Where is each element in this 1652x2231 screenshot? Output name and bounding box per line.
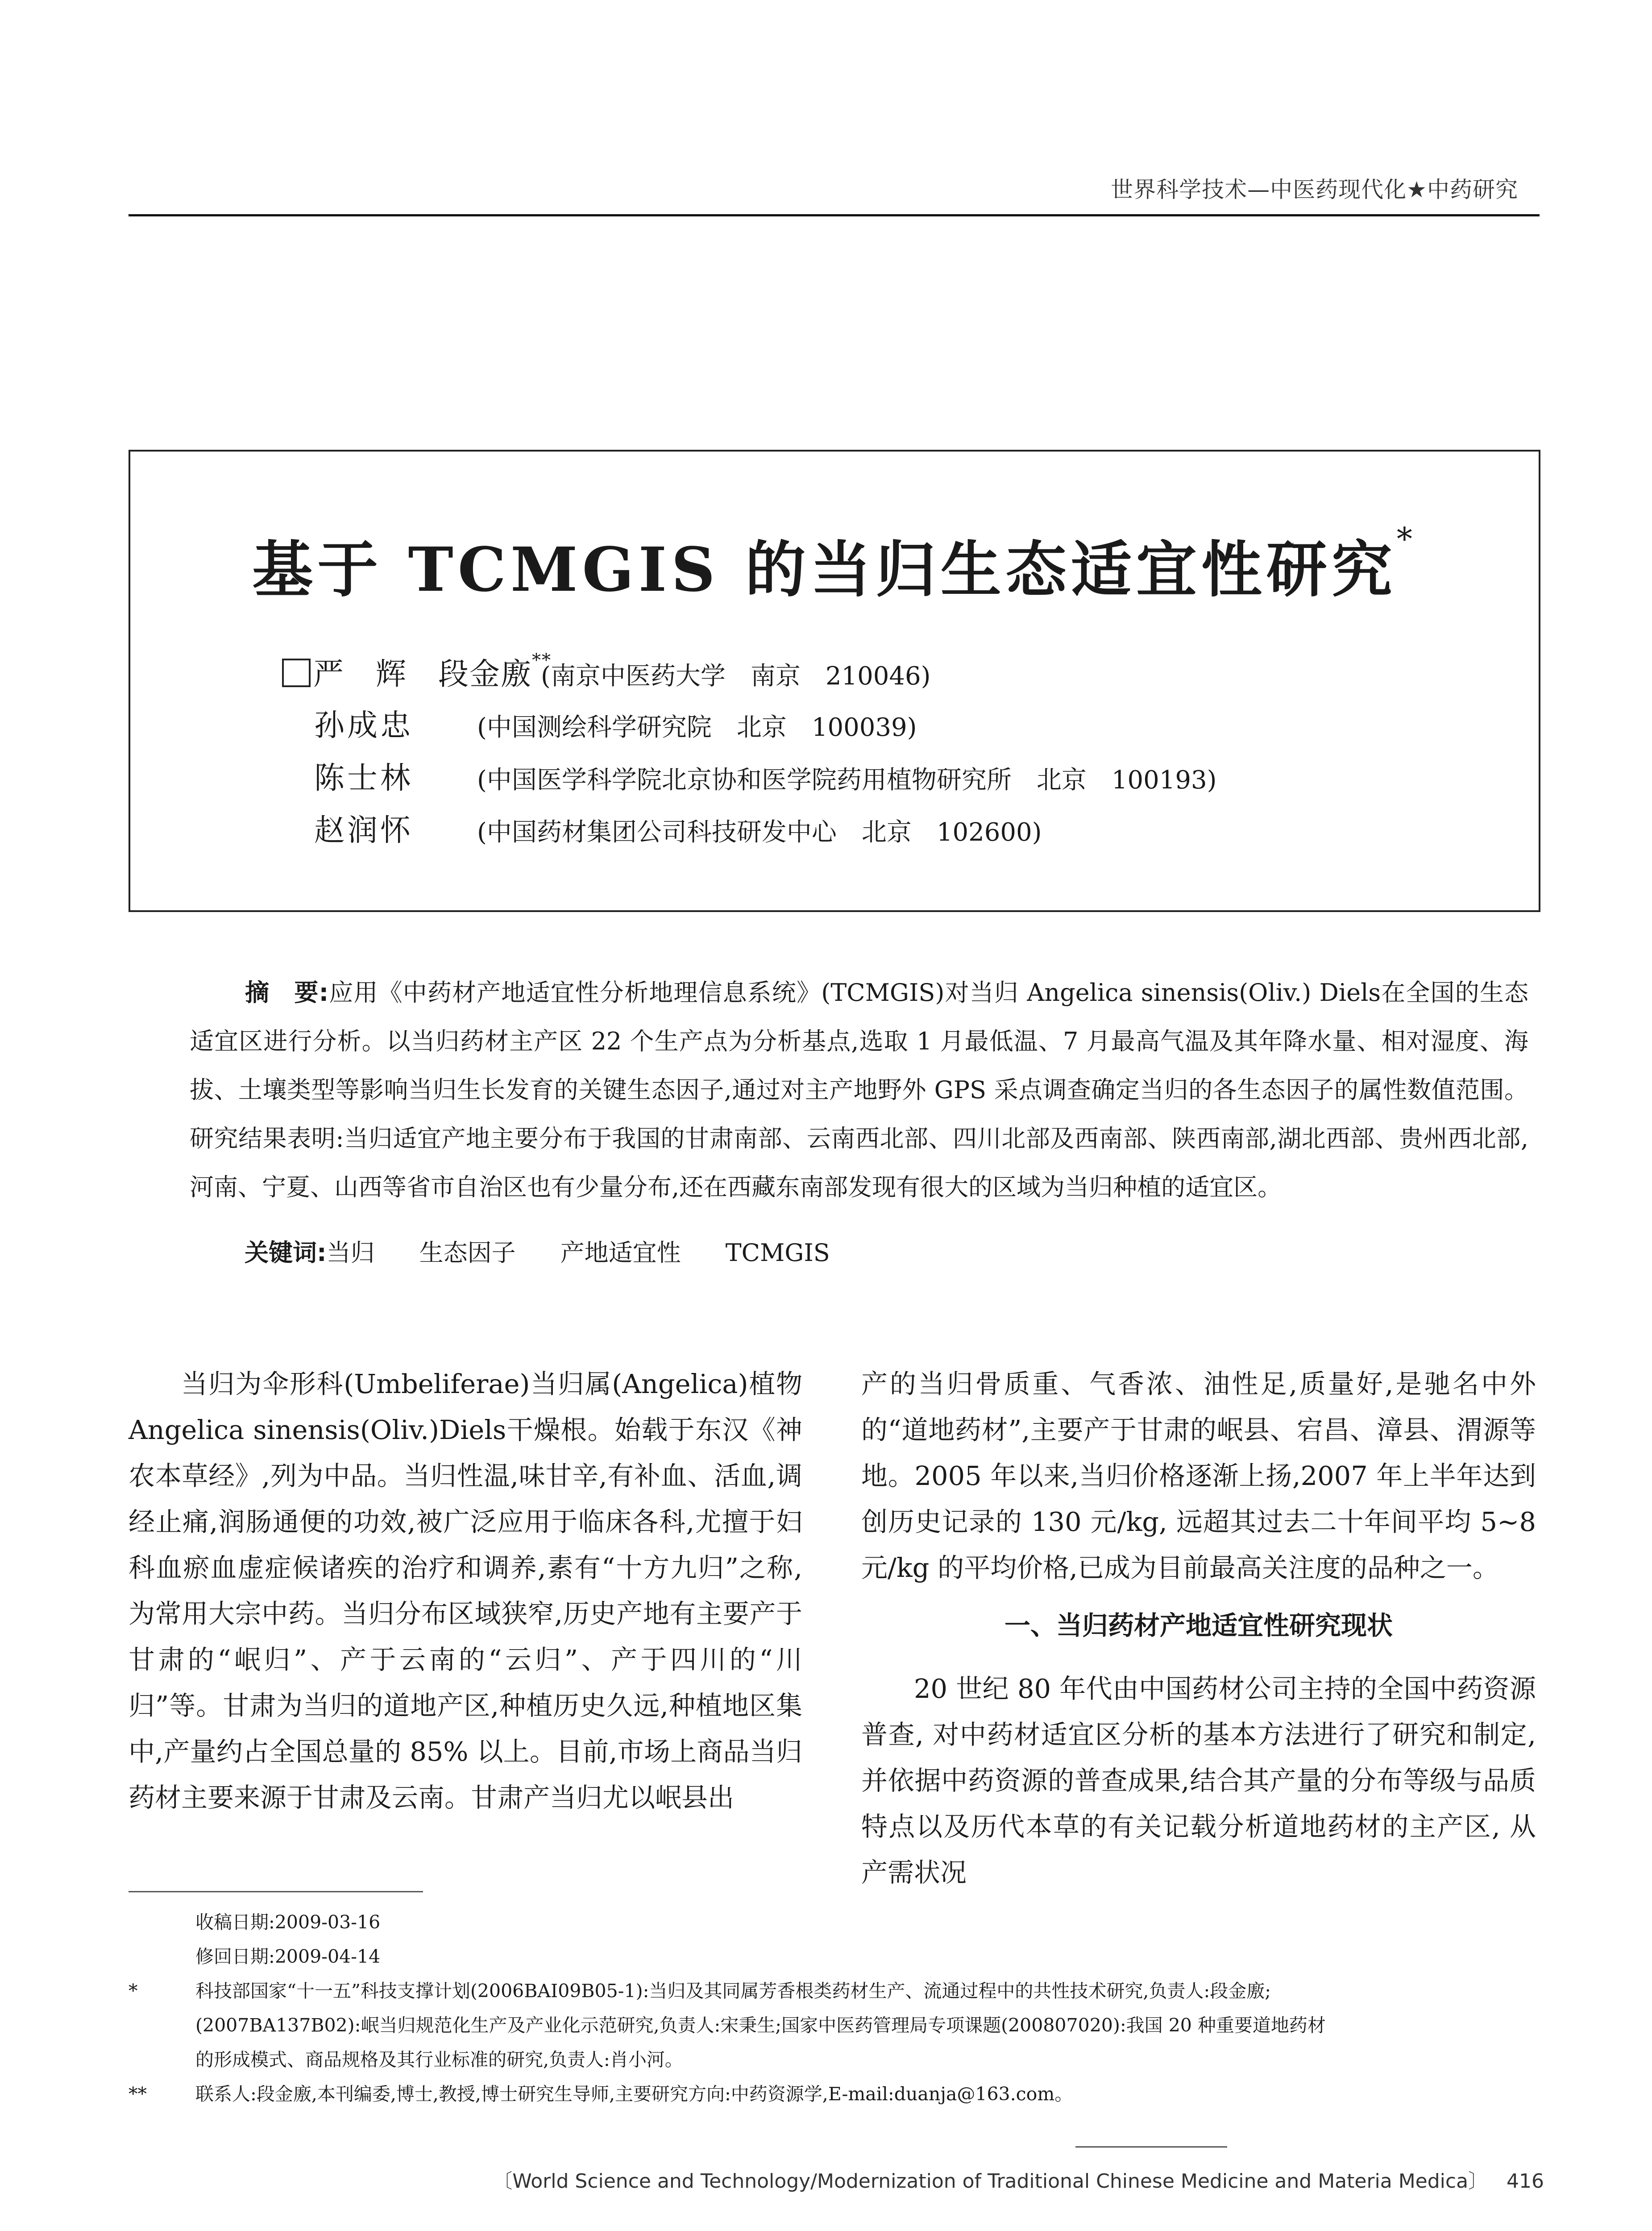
funding-mark: * [129,1980,138,2002]
journal-english-name: 〔World Science and Technology/Modernization of Traditional Chinese Medicine and Materia Medica〕 [493,2170,1488,2193]
received-date: 收稿日期:2009-03-16 [195,1912,381,1933]
funding-note: * 科技部国家“十一五”科技支撑计划(2006BAI09B05-1):当归及其同属芳香根类药材生产、流通过程中的共性技术研究,负责人:段金廒; [129,1974,1543,2008]
revised-date: 修回日期:2009-04-14 [195,1946,381,1967]
header-rule [129,214,1540,216]
contact-note: ** 联系人:段金廒,本刊编委,博士,教授,博士研究生导师,主要研究方向:中药资源学,E-mail:duanja@163.com。 [129,2077,1543,2111]
body-right-column [861,1361,1536,1895]
funding-note-continued: (2007BA137B02):岷当归规范化生产及产业化示范研究,负责人:宋秉生;国家中医药管理局专项课题(200807020):我国 20 种重要道地药材 [195,2015,1326,2036]
square-bullet-icon [282,659,311,687]
footer-rule [1075,2146,1227,2148]
body-left-column [129,1361,802,1820]
abstract-text: 应用《中药材产地适宜性分析地理信息系统》(TCMGIS)对当归 Angelica sinensis(Oliv.) Diels在全国的生态适宜区进行分析。以当归药材主产区 22 个生产点为分析基点,选取 1 月最低温、7 月最高气温及其年降水量、相对湿度、海拔、土壤类型等影响当归生长发育的关键生态因子,通过对主产地野外 GPS 采点调查确定当归的各生态因子的属性数值范围。研究结果表明:当归适宜产地主要分布于我国的甘肃南部、云南西北部、四川北部及西南部、陕西南部,湖北西部、贵州西北部,河南、宁夏、山西等省市自治区也有少量分布,还在西藏东南部发现有很大的区域为当归种植的适宜区。 [190,979,1528,1201]
author-affiliation: (中国药材集团公司科技研发中心 北京 102600) [477,818,1042,847]
author-affiliation: (中国测绘科学研究院 北京 100039) [477,713,917,742]
article-title [130,521,1539,608]
body-paragraph: 20 世纪 80 年代由中国药材公司主持的全国中药资源普查, 对中药材适宜区分析的基本方法进行了研究和制定,并依据中药资源的普查成果,结合其产量的分布等级与品质特点以及历代本草的有关记载分析道地药材的主产区, 从产需状况 [861,1673,1536,1888]
funding-note-continued: 的形成模式、商品规格及其行业标准的研究,负责人:肖小河。 [195,2049,683,2070]
author-row-4 [314,806,1042,850]
keyword: TCMGIS [725,1239,830,1267]
keyword: 产地适宜性 [560,1239,681,1267]
author-corresponding-mark: ** [532,650,552,671]
author-row-3 [314,754,1216,797]
contact-mark: ** [129,2083,147,2105]
title-footnote-mark: * [1396,521,1417,557]
body-paragraph: 当归为伞形科(Umbeliferae)当归属(Angelica)植物 Angelica sinensis(Oliv.)Diels干燥根。始载于东汉《神农本草经》,列为中品。当归性温,味甘辛,有补血、活血,调经止痛,润肠通便的功效,被广泛应用于临床各科,尤擅于妇科血瘀血虚症候诸疾的治疗和调养,素有“十方九归”之称,为常用大宗中药。当归分布区域狭窄,历史产地有主要产于甘肃的“岷归”、产于云南的“云归”、产于四川的“川归”等。甘肃为当归的道地产区,种植历史久远,种植地区集中,产量约占全国总量的 85% 以上。目前,市场上商品当归药材主要来源于甘肃及云南。甘肃产当归尤以岷县出 [129,1368,802,1813]
section-heading: 一、当归药材产地适宜性研究现状 [1004,1610,1393,1641]
journal-running-title: 世界科学技术—中医药现代化★中药研究 [1111,177,1518,203]
body-paragraph: 产的当归骨质重、气香浓、油性足,质量好,是驰名中外的“道地药材”,主要产于甘肃的岷县、宕昌、漳县、渭源等地。2005 年以来,当归价格逐渐上扬,2007 年上半年达到创历史记录的 130 元/kg, 远超其过去二十年间平均 5~8 元/kg 的平均价格,已成为目前最高关注度的品种之一。 [861,1368,1536,1583]
title-box [129,450,1540,912]
footnote-rule [129,1891,423,1892]
author-name: 赵润怀 [314,813,414,848]
page-number: 416 [1507,2170,1544,2193]
author-row-2 [314,701,917,745]
author-name: 孙成忠 [314,708,414,743]
author-affiliation: (南京中医药大学 南京 210046) [541,662,931,691]
author-affiliation: (中国医学科学院北京协和医学院药用植物研究所 北京 100193) [477,766,1217,795]
journal-footer [493,2165,1544,2194]
keyword: 生态因子 [419,1239,516,1267]
author-name: 陈士林 [314,761,414,796]
keywords-label: 关键词: [245,1239,327,1267]
keywords [245,1234,830,1268]
footnotes [129,1905,1543,2111]
author-name: 严 辉 段金廒** [313,650,552,692]
author-row-1 [282,650,930,693]
keyword: 当归 [326,1239,375,1267]
abstract-label: 摘 要: [245,979,329,1007]
article-title-text: 基于 TCMGIS 的当归生态适宜性研究 [252,534,1397,605]
abstract [190,968,1528,1211]
